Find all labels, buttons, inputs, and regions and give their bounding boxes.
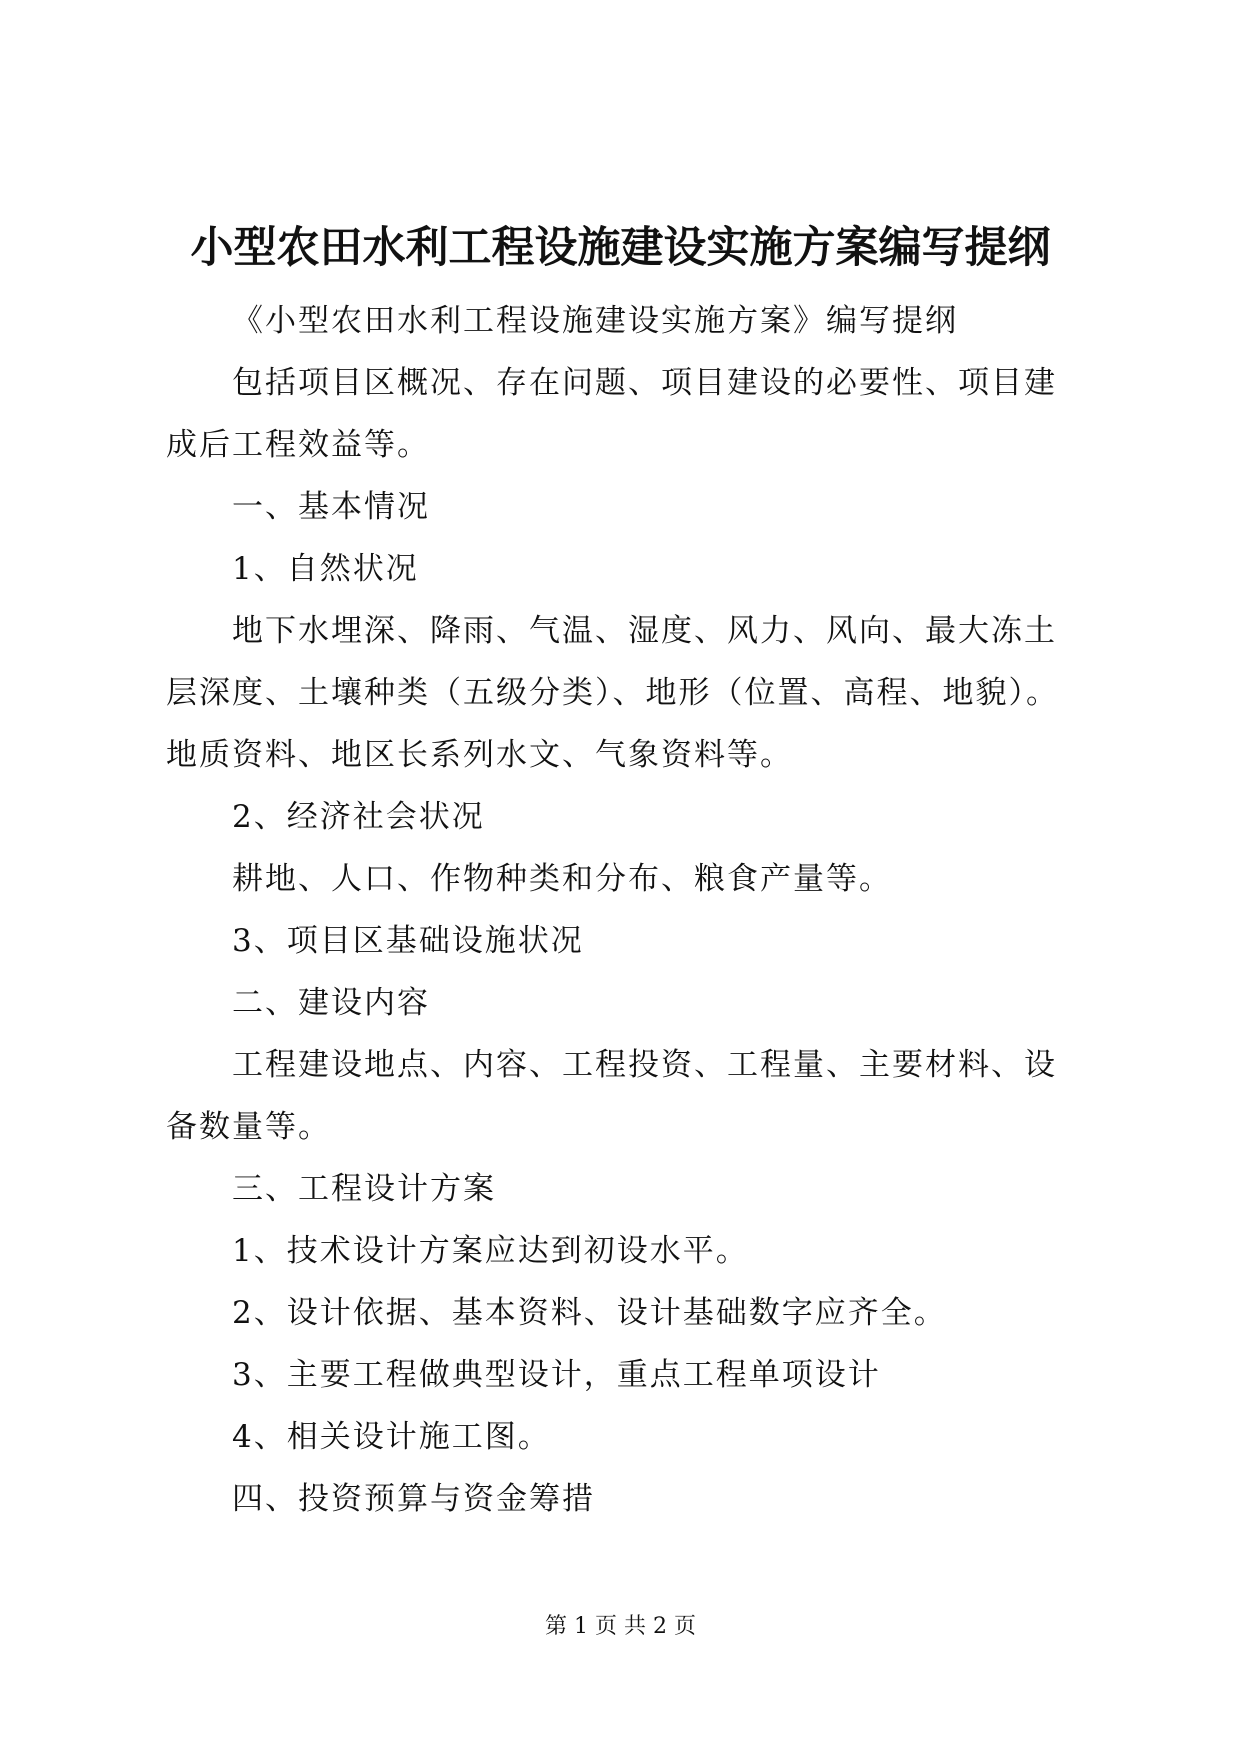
heading-design-plan: 三、工程设计方案 [232,1171,496,1207]
subheading-infrastructure: 3、项目区基础设施状况 [232,923,584,959]
list-item-design-3: 3、主要工程做典型设计，重点工程单项设计 [232,1357,881,1393]
subheading-natural-conditions: 1、自然状况 [232,551,419,587]
page-footer: 第 1 页 共 2 页 [545,1614,696,1639]
document-title: 小型农田水利工程设施建设实施方案编写提纲 [190,223,1051,273]
heading-budget-funding: 四、投资预算与资金筹措 [232,1481,595,1517]
list-item-design-1: 1、技术设计方案应达到初设水平。 [232,1233,749,1269]
paragraph-intro: 包括项目区概况、存在问题、项目建设的必要性、项目建成后工程效益等。 [166,365,1057,463]
paragraph-construction-content: 工程建设地点、内容、工程投资、工程量、主要材料、设备数量等。 [166,1047,1057,1145]
subheading-socioeconomic: 2、经济社会状况 [232,799,485,835]
list-item-design-2: 2、设计依据、基本资料、设计基础数字应齐全。 [232,1295,947,1331]
document-body [166,290,1082,1530]
heading-construction-content: 二、建设内容 [232,985,430,1021]
paragraph-socioeconomic: 耕地、人口、作物种类和分布、粮食产量等。 [232,861,892,897]
paragraph-subtitle: 《小型农田水利工程设施建设实施方案》编写提纲 [232,303,958,339]
list-item-design-4: 4、相关设计施工图。 [232,1419,551,1455]
heading-basic-situation: 一、基本情况 [232,489,430,525]
paragraph-natural-conditions: 地下水埋深、降雨、气温、湿度、风力、风向、最大冻土层深度、土壤种类（五级分类）、地形（位置、高程、地貌）。地质资料、地区长系列水文、气象资料等。 [166,613,1059,773]
